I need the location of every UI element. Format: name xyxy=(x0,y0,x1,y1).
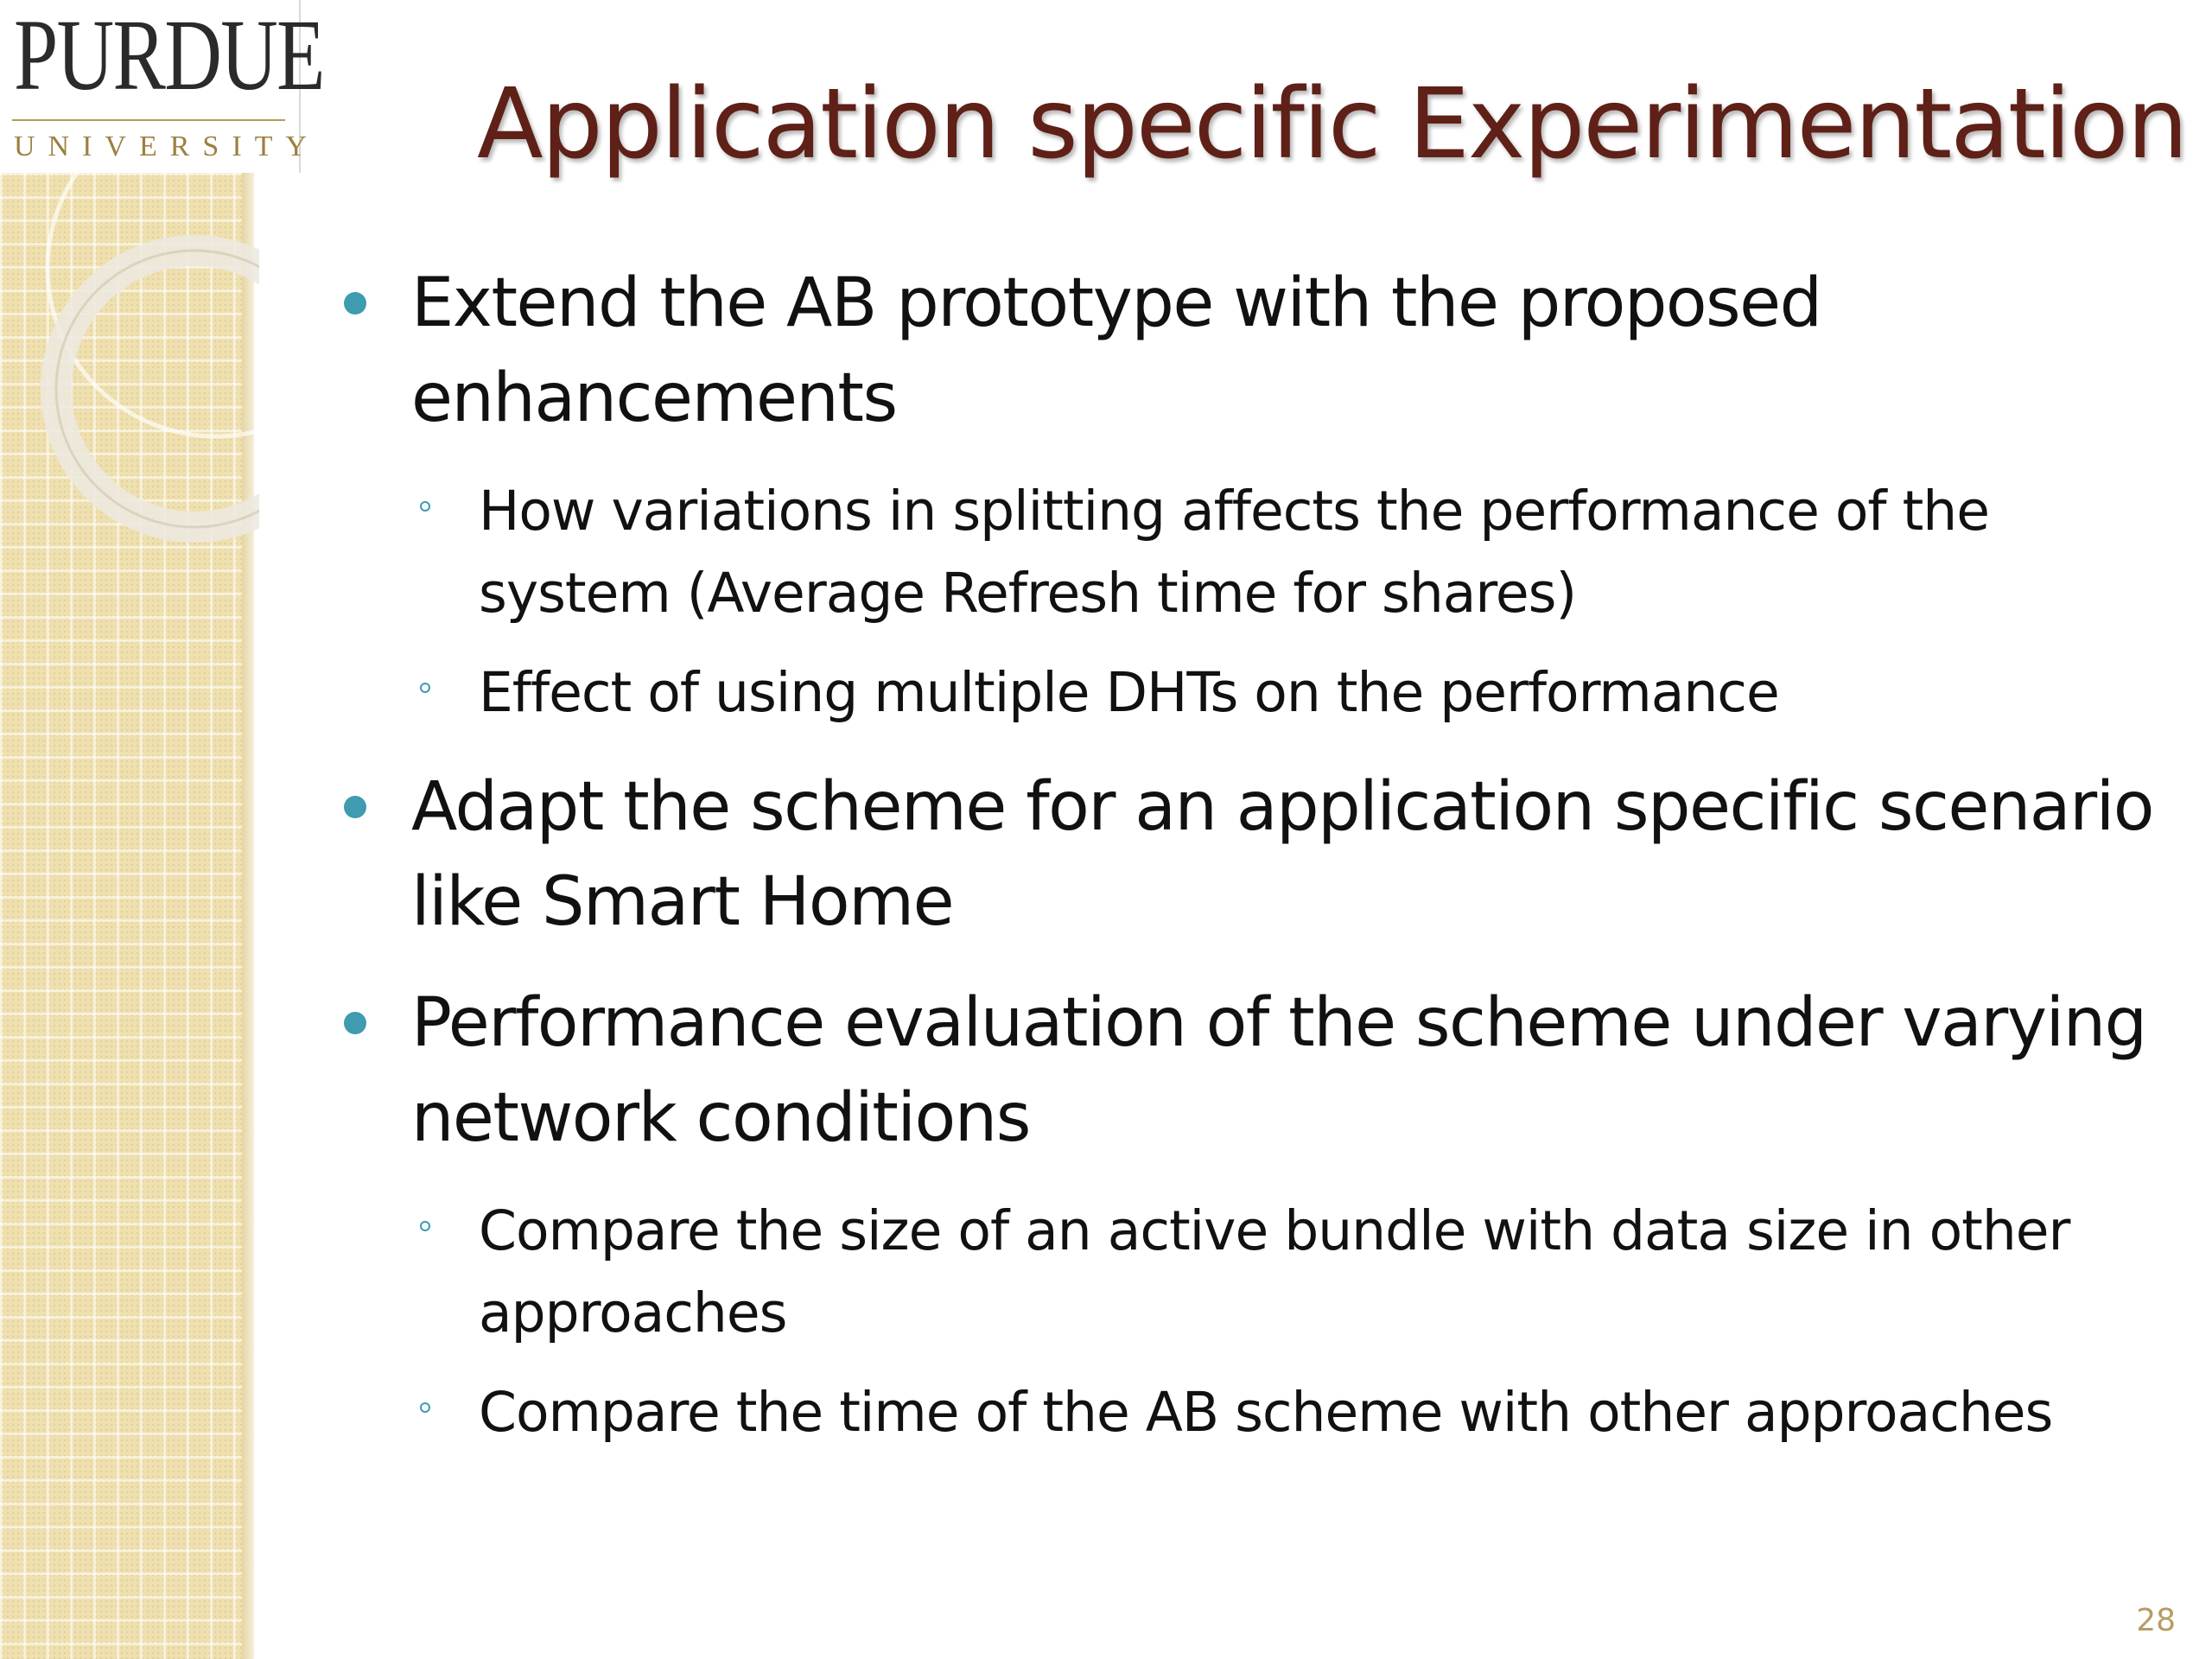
sub-bullet-text: How variations in splitting affects the performance of the system (Average Refresh time for shares) xyxy=(479,480,1989,625)
sub-bullet-circle-icon xyxy=(420,1402,430,1413)
logo-name: PURDUE xyxy=(14,0,324,111)
sub-bullet-text: Compare the time of the AB scheme with other approaches xyxy=(479,1381,2053,1444)
bullet-list xyxy=(344,256,2176,1479)
sub-bullet-text: Effect of using multiple DHTs on the performance xyxy=(479,661,1779,724)
bullet-text: Extend the AB prototype with the proposed enhancements xyxy=(411,264,1821,437)
ring-decoration-icon xyxy=(0,164,259,544)
bullet-dot-icon xyxy=(344,292,366,315)
bullet-text: Adapt the scheme for an application specific scenario like Smart Home xyxy=(411,768,2154,941)
bullet-dot-icon xyxy=(344,796,366,818)
sub-bullet-circle-icon xyxy=(420,501,430,512)
sub-bullet-item xyxy=(411,1371,2176,1453)
logo-subtitle: UNIVERSITY xyxy=(14,130,320,162)
sub-bullet-item xyxy=(411,470,2176,634)
purdue-logo xyxy=(0,0,324,173)
sub-bullet-item xyxy=(411,1190,2176,1354)
sub-bullet-list xyxy=(411,1190,2176,1453)
bullet-item xyxy=(344,760,2176,950)
slide-title: Application specific Experimentation xyxy=(477,68,2187,181)
sub-bullet-circle-icon xyxy=(420,683,430,693)
bullet-item xyxy=(344,256,2176,734)
bullet-text: Performance evaluation of the scheme under varying network conditions xyxy=(411,984,2146,1157)
sub-bullet-list xyxy=(411,470,2176,734)
sub-bullet-circle-icon xyxy=(420,1221,430,1231)
sub-bullet-item xyxy=(411,652,2176,734)
sub-bullet-text: Compare the size of an active bundle with data size in other approaches xyxy=(479,1199,2070,1344)
logo-divider xyxy=(12,119,285,121)
bullet-dot-icon xyxy=(344,1012,366,1034)
page-number: 28 xyxy=(2136,1603,2176,1638)
bullet-item xyxy=(344,976,2176,1453)
